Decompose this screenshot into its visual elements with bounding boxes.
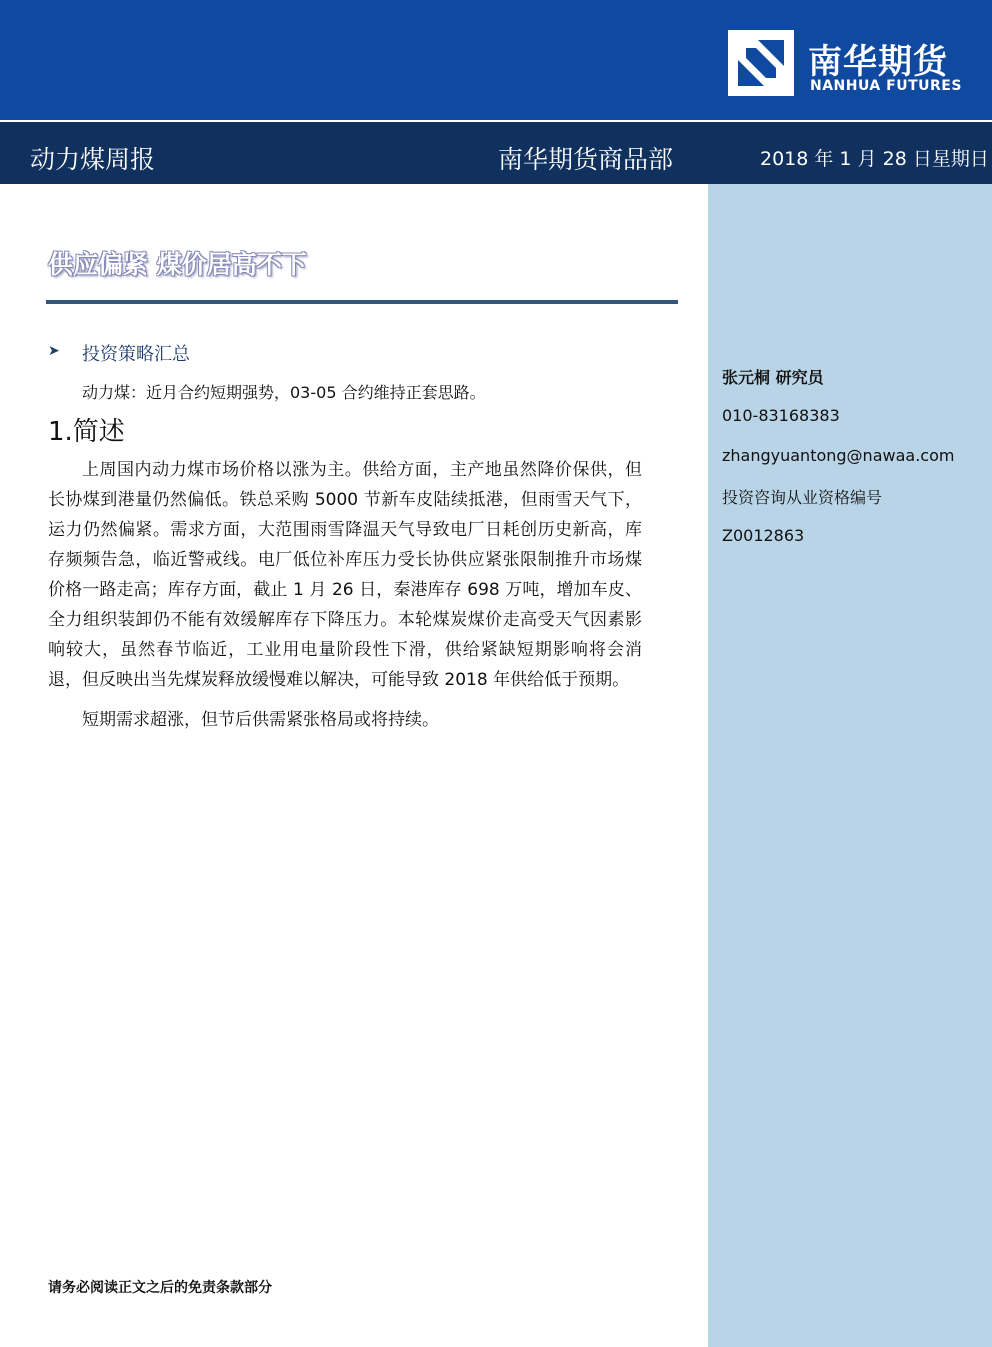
nanhua-logo-icon bbox=[728, 30, 794, 96]
company-logo bbox=[728, 30, 968, 100]
logo-text-cn: 南华期货 bbox=[808, 42, 948, 82]
department: 南华期货商品部 bbox=[498, 145, 674, 174]
analyst-email[interactable]: zhangyuantong@nawaa.com bbox=[722, 446, 955, 465]
qualification-id: Z0012863 bbox=[722, 526, 805, 545]
analyst-name: 张元桐 研究员 bbox=[722, 368, 824, 387]
strategy-label: 投资策略汇总 bbox=[82, 344, 190, 365]
analyst-sidebar bbox=[708, 184, 992, 1347]
body-paragraph: 短期需求超涨，但节后供需紧张格局或将持续。 bbox=[82, 710, 439, 730]
logo-text-en: NANHUA FUTURES bbox=[810, 78, 962, 94]
arrow-bullet-icon: ➤ bbox=[48, 343, 60, 359]
report-type: 动力煤周报 bbox=[30, 145, 156, 174]
strategy-summary: 动力煤：近月合约短期强势，03-05 合约维持正套思路。 bbox=[82, 383, 486, 402]
report-date: 2018 年 1 月 28 日星期日 bbox=[760, 148, 989, 170]
title-divider bbox=[46, 300, 678, 304]
section-heading: 1.简述 bbox=[48, 417, 125, 447]
disclaimer-note: 请务必阅读正文之后的免责条款部分 bbox=[48, 1280, 272, 1296]
header-bar bbox=[0, 122, 992, 184]
qualification-label: 投资咨询从业资格编号 bbox=[722, 488, 883, 507]
body-paragraph: 上周国内动力煤市场价格以涨为主。供给方面，主产地虽然降价保供，但长协煤到港量仍然偏低。铁总采购 5000 节新车皮陆续抵港，但雨雪天气下，运力仍然偏紧。需求方面，大范围雨雪降温天气导致电厂日耗创历史新高，库存频频告急，临近警戒线。电厂低位补库压力受长协供应紧张限制推升市场煤价格一路走高；库存方面，截止 1 月 26 日，秦港库存 698 万吨，增加车皮、全力组织装卸仍不能有效缓解库存下降压力。本轮煤炭煤价走高受天气因素影响较大，虽然春节临近，工业用电量阶段性下滑，供给紧缺短期影响将会消退，但反映出当先煤炭释放缓慢难以解决，可能导致 2018 年供给低于预期。 bbox=[48, 460, 642, 690]
analyst-phone: 010-83168383 bbox=[722, 406, 840, 425]
report-title: 供应偏紧 煤价居高不下 bbox=[48, 250, 307, 279]
